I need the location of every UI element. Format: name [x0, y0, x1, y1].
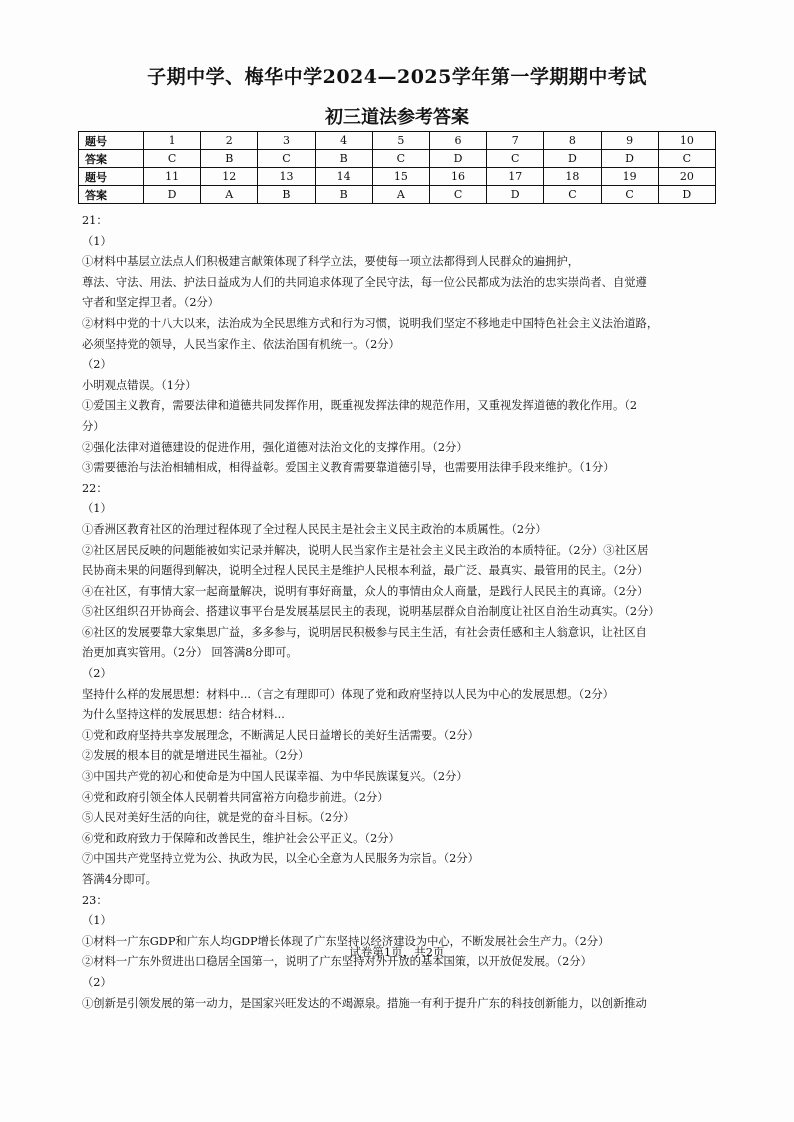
answer-line: （2） — [82, 358, 112, 372]
answer-table-row-label: 答案 — [79, 186, 144, 204]
document-subtitle: 初三道法参考答案 — [325, 107, 469, 128]
answer-line: ①材料中基层立法点人们积极建言献策体现了科学立法，要使每一项立法都得到人民群众的遍拥护， — [82, 255, 580, 269]
answer-line: ⑥党和政府致力于保障和改善民生，维护社会公平正义。（2分） — [82, 831, 400, 845]
answer-line: ①香洲区教育社区的治理过程体现了全过程人民民主是社会主义民主政治的本质属性。（2分） — [82, 522, 547, 536]
answer-line: （1） — [82, 234, 112, 248]
answer-table-cell: 6 — [429, 132, 486, 150]
answer-table-cell: 20 — [658, 168, 715, 186]
document-title: 子期中学、梅华中学2024—2025学年第一学期期中考试 — [147, 66, 647, 88]
answer-line: 22： — [82, 481, 108, 495]
answer-table-cell: B — [258, 186, 315, 204]
answer-line: ②材料一广东外贸进出口稳居全国第一，说明了广东坚持对外开放的基本国策，以开放促发展。（2分） — [82, 955, 592, 969]
answer-line: ②材料中党的十八大以来，法治成为全民思维方式和行为习惯，说明我们坚定不移地走中国特色社会主义法治道路， — [82, 316, 659, 330]
answer-line: ①爱国主义教育，需要法律和道德共同发挥作用，既重视发挥法律的规范作用，又重视发挥道德的教化作用。（2 — [82, 399, 638, 413]
answer-table-row — [79, 186, 716, 204]
answer-table-cell: D — [544, 150, 601, 168]
answer-table-row — [79, 150, 716, 168]
answer-line: ②发展的根本目的就是增进民生福祉。（2分） — [82, 749, 310, 763]
answer-table-cell: D — [658, 186, 715, 204]
answer-line: 守者和坚定捍卫者。（2分） — [82, 296, 220, 310]
answer-table-cell: A — [372, 186, 429, 204]
answer-table-cell: 15 — [372, 168, 429, 186]
answer-table-cell: 9 — [601, 132, 658, 150]
answer-table-cell: 16 — [429, 168, 486, 186]
answer-table-cell: B — [315, 186, 372, 204]
answer-line: ②社区居民反映的问题能被如实记录并解决，说明人民当家作主是社会主义民主政治的本质特征。（2分）③社区居 — [82, 543, 649, 557]
answer-table-cell: B — [201, 150, 258, 168]
answer-line: 尊法、守法、用法、护法日益成为人们的共同追求体现了全民守法，每一位公民都成为法治的忠实崇尚者、自觉遵 — [82, 275, 647, 289]
answer-line: ⑤社区组织召开协商会、搭建议事平台是发展基层民主的表现，说明基层群众自治制度让社区自治生动真实。（2分） — [82, 605, 660, 619]
page-number: 试卷第1页，共2页 — [349, 945, 445, 959]
answer-line: 答满4分即可。 — [82, 873, 157, 886]
answer-table-cell: 7 — [487, 132, 544, 150]
answer-line: 坚持什么样的发展思想：材料中...（言之有理即可）体现了党和政府坚持以人民为中心的发展思想。（2分） — [82, 687, 614, 701]
answer-line: 必须坚持党的领导，人民当家作主、依法治国有机统一。（2分） — [82, 337, 400, 351]
answer-line: 治更加真实管用。（2分） 回答满8分即可。 — [82, 646, 298, 660]
answer-table-cell: 12 — [201, 168, 258, 186]
answer-table-row-label: 答案 — [79, 150, 144, 168]
answer-line: ①创新是引领发展的第一动力，是国家兴旺发达的不竭源泉。措施一有利于提升广东的科技创新能力，以创新推动 — [82, 996, 647, 1010]
answer-line: 小明观点错误。（1分） — [82, 378, 197, 392]
answer-table-cell: C — [429, 186, 486, 204]
answer-line: 分） — [82, 419, 105, 433]
answer-table-cell: C — [544, 186, 601, 204]
answer-table-cell: B — [315, 150, 372, 168]
answer-table-row-label: 题号 — [79, 132, 144, 150]
answer-line: ⑥社区的发展要靠大家集思广益，多多参与，说明居民积极参与民主生活，有社会责任感和主人翁意识，让社区自 — [82, 625, 647, 639]
answer-line: （2） — [82, 667, 112, 681]
answer-table-cell: A — [201, 186, 258, 204]
answer-line: ③需要德治与法治相辅相成，相得益彰。爱国主义教育需要靠道德引导，也需要用法律手段来维护。（1分） — [82, 461, 615, 475]
answer-table-cell: 10 — [658, 132, 715, 150]
answer-table-cell: 19 — [601, 168, 658, 186]
answer-line: ①材料一广东GDP和广东人均GDP增长体现了广东坚持以经济建设为中心，不断发展社会生产力。（2分） — [82, 934, 610, 948]
answer-table-cell: C — [372, 150, 429, 168]
answer-table-cell: D — [601, 150, 658, 168]
answer-line: 为什么坚持这样的发展思想：结合材料... — [82, 708, 285, 722]
answer-table-row — [79, 132, 716, 150]
answer-table-cell: 17 — [487, 168, 544, 186]
answer-table-cell: 5 — [372, 132, 429, 150]
answer-table-cell: D — [144, 186, 201, 204]
answer-table-cell: 8 — [544, 132, 601, 150]
answer-table-cell: 3 — [258, 132, 315, 150]
answer-table-cell: 13 — [258, 168, 315, 186]
answer-table — [78, 131, 716, 204]
answer-table-cell: C — [487, 150, 544, 168]
answer-line: ①党和政府坚持共享发展理念，不断满足人民日益增长的美好生活需要。（2分） — [82, 728, 479, 742]
answer-table-cell: 18 — [544, 168, 601, 186]
answer-table-cell: C — [144, 150, 201, 168]
answer-table-cell: C — [658, 150, 715, 168]
answer-table-row — [79, 168, 716, 186]
answer-line: ⑤人民对美好生活的向往，就是党的奋斗目标。（2分） — [82, 811, 355, 825]
answer-line: 民协商未果的问题得到解决，说明全过程人民民主是维护人民根本利益，最广泛、最真实、最管用的民主。（2分） — [82, 564, 649, 578]
answer-table-cell: D — [487, 186, 544, 204]
answer-line: ④党和政府引领全体人民朝着共同富裕方向稳步前进。（2分） — [82, 790, 389, 804]
answer-table-cell: 1 — [144, 132, 201, 150]
answer-table-cell: C — [258, 150, 315, 168]
answer-line: ③中国共产党的初心和使命是为中国人民谋幸福、为中华民族谋复兴。（2分） — [82, 770, 468, 784]
answer-line: 23： — [82, 893, 108, 907]
answer-table-cell: 4 — [315, 132, 372, 150]
answer-content — [82, 211, 716, 1014]
answer-table-cell: 11 — [144, 168, 201, 186]
answer-line: ④在社区，有事情大家一起商量解决，说明有事好商量，众人的事情由众人商量，是践行人民民主的真谛。（2分） — [82, 584, 649, 598]
answer-table-row-label: 题号 — [79, 168, 144, 186]
answer-line: （2） — [82, 975, 112, 989]
answer-table-cell: 14 — [315, 168, 372, 186]
answer-table-cell: C — [601, 186, 658, 204]
answer-line: （1） — [82, 502, 112, 516]
answer-table-cell: 2 — [201, 132, 258, 150]
answer-line: ②强化法律对道德建设的促进作用，强化道德对法治文化的支撑作用。（2分） — [82, 440, 468, 454]
answer-line: （1） — [82, 914, 112, 928]
answer-line: ⑦中国共产党坚持立党为公、执政为民，以全心全意为人民服务为宗旨。（2分） — [82, 852, 479, 866]
answer-line: 21： — [82, 214, 108, 227]
answer-table-cell: D — [429, 150, 486, 168]
